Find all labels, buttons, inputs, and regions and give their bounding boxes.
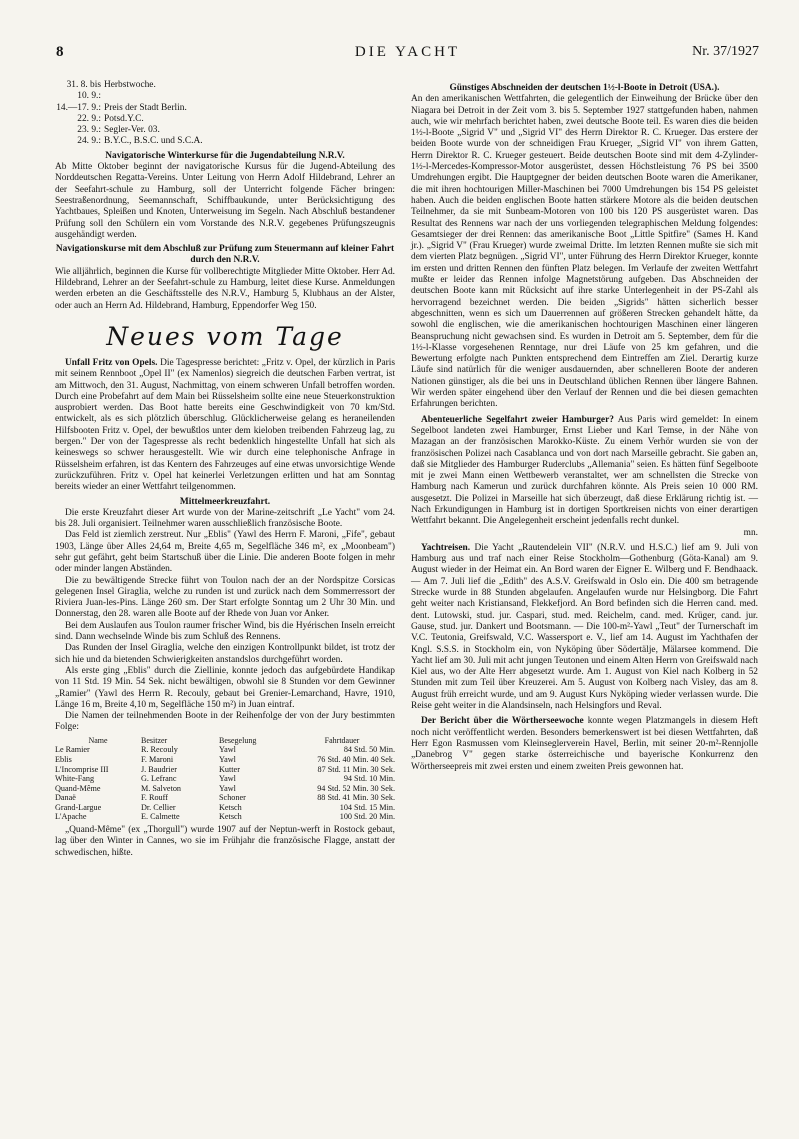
schedule-row	[55, 125, 395, 136]
boat-name: Quand-Même	[55, 783, 101, 793]
nav-exam-heading: Navigationskurse mit dem Abschluß zur Prüfung zum Steuermann auf kleiner Fahrt durch den N.R.V.	[55, 244, 395, 266]
boat-owner: F. Rouff	[141, 793, 168, 803]
opel-text: Die Tagespresse berichtet: „Fritz v. Opel, der kürzlich in Paris mit seinem Rennboot „Opel II" (ex Namenlos) siegreich die deutschen Farben vertrat, ist am Mittwoch, den 31. August, Nachmittag, von einem schweren Unfall betroffen worden. Durch eine Probefahrt auf dem Main bei Rüsselsheim sollte eine neue Steuerkonstruktion ausprobiert werden. Das Boot hatte bereits eine Geschwindigkeit von 70 km/Std. entwickelt, als es sich plötzlich überschlug. Glücklicherweise gelang es heraneilenden Hilfsbooten Fritz v. Opel, der bewußtlos unter dem kieloben treibenden Fahrzeug lag, zu bergen." Der von der Tagespresse als recht bedenklich hingestellte Unfall hat sich als keineswegs so schwer herausgestellt. Wie wir durch eine telephonische Anfrage in Rüsselsheim erfahren, ist das Kentern des Fahrzeuges auf eine etwas unvorsichtige Wende zurückzuführen. Fritz v. Opel hat keinerlei Verletzungen erlitten und hat am Sonntag bereits wieder an einer Wettfahrt teilgenommen.	[55, 357, 396, 493]
boat-time: 84 Std. 50 Min.	[343, 745, 395, 755]
table-row	[55, 755, 395, 765]
schedule-date: 14.—17. 9.:	[56, 102, 101, 113]
nav-exam-text: Wie alljährlich, beginnen die Kurse für vollberechtigte Mitglieder Mitte Oktober. Herr Ad. Hildebrand, Lehrer an der Seefahrt-schule zu Hamburg, leitet diese Kurse. Anmeldungen werden erbeten an die Geschäftsstelle des N.R.V., Hamburg 5, Klubhaus an der Alster, oder auch an Herrn Ad. Hildebrand, Hamburg, Eppendorfer Weg 150.	[55, 266, 395, 311]
table-row	[55, 812, 395, 822]
abent-article	[411, 415, 758, 528]
yacht-article	[411, 543, 758, 712]
med-paragraph: „Quand-Même" (ex „Thorgull") wurde 1907 auf der Neptun-werft in Rostock gebaut, lag über den Winter in Cannes, wo sie im Frühjahr die französische Flagge, anstatt der schwedischen, hißte.	[55, 825, 395, 858]
detroit-heading: Günstiges Abschneiden der deutschen 1½-l-Boote in Detroit (USA.).	[449, 83, 720, 93]
opel-heading: Unfall Fritz von Opels.	[65, 357, 158, 368]
boat-time: 104 Std. 15 Min.	[339, 802, 395, 812]
results-table	[55, 736, 395, 822]
abent-heading: Abenteuerliche Segelfahrt zweier Hamburger?	[421, 414, 614, 425]
column-header: Fahrtdauer	[324, 735, 360, 745]
yacht-text: Die Yacht „Rautendelein VII" (N.R.V. und H.S.C.) lief am 9. Juli von Hamburg aus und traf nach einer Reise Stockholm—Gothenburg (Göta-Kanal) am 9. August wieder in der Heimat ein. An Bord waren der Eigner E. Wilberg und F. Bendhaack. — Am 7. Juli lief die „Edith" des A.S.V. Greifswald in Oslo ein. Die 400 sm betragende Strecke wurde in 88 Stunden abgelaufen. Angelaufen wurde nur Helsingborg. Die Fahrt geht weiter nach Kristiansand, Flekkefjord. An Bord befinden sich die Herren cand. med. dent. Lutowski, stud. jur. Caspari, stud. med. Reichelm, cand. med. Krüger, cand. jur. Gause, stud. jur. Dankert und Bootsmann. — Die 100-m²-Yawl „Teut" der Turnerschaft im V.C. Teutonia, Greifswald, V.C. Wassersport e. V., lief am 14. August im Yachthafen der Kngl. S.S.S. in Stockholm ein, von Nyköping über Södertälje, Mälarsee kommend. Die Yacht lief am 30. Juli mit acht jungen Teutonen und einem Alten Herrn von Greifswald nach Kiel aus, wo der Alte Herr abgesetzt wurde. Am 1. August von Kiel nach Kolberg in 52 Stunden mit zum Teil über Kreuzerei. Am 5. August von Kolberg nach Visley, das am 8. August früh erreicht wurde, und am 9. August Kurs Nyköping wieder verlassen wurde. Die Reise geht weiter in die Alandsinseln, nach Helsingfors und Reval.	[411, 542, 758, 712]
worth-article	[411, 716, 758, 772]
schedule-date: 31. 8. bis 10. 9.:	[66, 80, 101, 102]
schedule-event: Herbstwoche.	[104, 80, 156, 90]
column-header: Besegelung	[219, 735, 257, 745]
abent-text: Aus Paris wird gemeldet: In einem Segelboot landeten zwei Hamburger, Ernst Lieber und Karl Temse, in der Nähe von Mazagan an der französischen Marokko-Küste. Zu einem Verhör wurden sie von der französischen Polizei nach Casablanca und von dort nach Marseille gebracht. Sie gaben an, daß sie Mitglieder des Hamburger Ruderclubs „Allemania" seien. Es hätten fünf Segelboote mit je zwei Mann einen Wettbewerb veranstaltet, wer am schnellsten die Strecke von Hamburg nach Kamerun und zurück durchfahren könnte. Als Preis seien 10 000 RM. ausgesetzt. Die Polizei in Marseille hat sich überzeugt, daß diese Erklärung richtig ist. — Nach Erkundigungen in Hamburg ist in dortigen Sportkreisen nichts von einer derartigen Wettfahrt bekannt. Die Angelegenheit erscheint jedenfalls recht dunkel.	[411, 414, 758, 527]
boat-time: 100 Std. 20 Min.	[339, 812, 395, 822]
boat-owner: E. Calmette	[141, 812, 180, 822]
schedule-event: Segler-Ver. 03.	[104, 125, 160, 136]
schedule-event: Potsd.Y.C.	[104, 113, 144, 124]
med-heading: Mittelmeerkreuzfahrt.	[179, 496, 271, 507]
opel-article	[55, 358, 395, 494]
med-paragraph: Bei dem Auslaufen aus Toulon raumer frischer Wind, bis die Hyérischen Inseln erreicht sind. Dann wechselnde Winde bis zum Schluß des Rennens.	[55, 620, 395, 643]
worth-heading: Der Bericht über die Wörtherseewoche	[421, 716, 584, 727]
section-title: Neues vom Tage	[106, 321, 344, 351]
table-row	[55, 803, 395, 813]
boat-name: L'Apache	[55, 812, 87, 822]
table-row	[55, 745, 395, 755]
nav-courses-text: Ab Mitte Oktober beginnt der navigatorische Kursus für die Jugend-Abteilung des Norddeutschen Regatta-Vereins. Unter Leitung von Herrn Adolf Hildebrand, Lehrer an der Seefahrt-schule zu Hamburg, soll der Unterricht folgende Fächer bringen: Seestraßenordnung, Seemannschaft, Schiffbaukunde, unter Berücksichtigung des Yachtbaues, Spleißen und Knoten, Unterweisung im Segeln. Nach Abschluß bestandener Prüfung soll den Schülern ein vom Vorstande des N.R.V. gegebenes Prüfungszeugnis ausgehändigt werden.	[55, 162, 395, 240]
table-row	[55, 774, 395, 784]
schedule-row	[55, 80, 395, 103]
page-header	[56, 44, 759, 64]
table-row	[55, 765, 395, 775]
schedule-date: 24. 9.:	[77, 136, 101, 147]
boat-time: 94 Std. 52 Min. 30 Sek.	[317, 783, 395, 793]
worth-text: konnte wegen Platzmangels in diesem Heft noch nicht veröffentlicht werden. Besonders bemerkenswert ist bei diesen Wettfahrten, daß Herr Egon Rasmussen vom Kleinseglerverein Havel, Berlin, mit seiner 20-m²-Rennjolle „Danebrog V" gegen starke österreichische und bayerische Konkurrenz den Wörtherseepreis mit zwei ersten und einem zweiten Preis gewonnen hat.	[411, 716, 758, 772]
schedule-event: Preis der Stadt Berlin.	[104, 102, 187, 113]
boat-time: 76 Std. 40 Min. 40 Sek.	[317, 754, 395, 764]
schedule-date: 23. 9.:	[77, 125, 101, 136]
boat-name: L'Incomprise III	[55, 764, 109, 774]
med-paragraph: Das Feld ist ziemlich zerstreut. Nur „Eblis" (Yawl des Herrn F. Maroni, „Fife", gebaut 1903, Länge über Alles 24,64 m, Breite 4,65 m, Segelfläche 346 m², ex „Moonbeam") sehr gut gefährt, geht beim Startschuß über die Linie. Die anderen Boote folgen in mehr oder minder langen Abständen.	[55, 530, 395, 575]
table-row	[55, 784, 395, 794]
column-header: Name	[88, 735, 108, 745]
boat-owner: F. Maroni	[141, 754, 174, 764]
med-paragraph: Als erste ging „Eblis" durch die Ziellinie, konnte jedoch das aufgebürdete Handikap von 11 Std. 19 Min. 54 Sek. nicht bewältigen, obwohl sie 8 Stunden vor dem Gewinner „Ramier" (Yawl des Herrn R. Recouly, gebaut bei Grenier-Lemarchand, Havre, 1910, Länge 16 m, Breite 4,10 m, Segelfläche 150 m²) in Juan eintraf.	[55, 665, 395, 710]
nav-courses-heading: Navigatorische Winterkurse für die Jugendabteilung N.R.V.	[105, 150, 345, 161]
boat-owner: J. Baudrier	[141, 764, 177, 774]
page-number: 8	[56, 44, 64, 60]
table-row	[55, 793, 395, 803]
boat-time: 94 Std. 10 Min.	[343, 774, 395, 784]
column-header: Besitzer	[141, 735, 168, 745]
boat-rig: Yawl	[219, 774, 236, 784]
boat-name: Le Ramier	[55, 745, 90, 755]
regatta-schedule	[55, 80, 395, 148]
detroit-text: An den amerikanischen Wettfahrten, die gelegentlich der Einweihung der Brücke über den Niagara bei Detroit in der Zeit vom 3. bis 5. September 1927 stattgefunden haben, nahmen auch, wie wir mehrfach berichtet haben, zwei deutsche Boote teil. Es waren dies die beiden 1½-l-Boote „Sigrid V" und „Sigrid VI" des Herrn Direktor R. C. Krueger. Das erstere der beiden Boote wurde von der schneidigen Frau Krueger, „Sigrid VI" von ihrem Gatten, Herrn Direktor R. C. Krueger gesteuert. Beide deutschen Boote sind mit dem 4-Zylinder-1½-l-Mercedes-Kompressor-Motor ausgerüstet, dessen Höchstleistung 76 PS bei 3500 Umdrehungen ergibt. Die Hauptgegner der beiden deutschen Boote waren die Amerikaner, die mit ihren hochtourigen Miller-Maschinen bei 7000 Umdrehungen bis 154 PS geleistet haben. Auch die beiden englischen Boote hatten stärkere Motore als die beiden deutschen Teilnehmer, da sie mit Sunbeam-Motoren von 100 bis 120 PS ausgerüstet waren. Das Resultat des Rennens war nach der uns vorliegenden telegraphischen Meldung folgendes: Gesamtsieger der drei Rennen: das amerikanische Boot „Little Spitfire" (Sames H. Kand jr.). „Sigrid V" (Frau Krueger) wurde zweimal Dritte. Im letzten Rennen mußte sie sich mit dem vierten Platz begnügen. „Sigrid VI", unter Führung des Herrn Direktor Krueger, konnte im ersten und dritten Rennen den fünften Platz belegen. Im Verlaufe der zweiten Wettfahrt mußte er leider das Rennen infolge Magnetstörung aufgeben. Das Abschneiden der deutschen Boote kann mit Rücksicht auf ihre starke Unterlegenheit in der PS-Zahl als hervorragend bezeichnet werden. Die beiden „Sigrids" hätten sicherlich besser abgeschnitten, wenn es sich um Dauerrennen auf größeren Strecken gehandelt hätte, da sowohl die englischen, wie die amerikanischen hochtourigen Maschinen einer längeren Beanspruchung nicht gewachsen sind. Es wurden in Detroit am 5. September, dem für die 1½-l-Klasse vorgesehenen Renntage, nur drei Läufe von 25 km gefahren, und die Bewertung erfolgte nach Punkten entsprechend dem Eintreffen am Ziel. Derartig kurze Läufe sind natürlich für die weniger ausdauernden, aber schnelleren Boote der anderen Nationen günstiger, als die bei uns in Deutschland üblichen Rennen über längere Bahnen. Wir werden später eingehend über den Verlauf der Rennen und die bei diesen gemachten Erfahrungen berichten.	[411, 94, 758, 410]
med-paragraph: Die Namen der teilnehmenden Boote in der Reihenfolge der von der Jury bestimmten Folge:	[55, 711, 395, 733]
boat-rig: Kutter	[219, 764, 240, 774]
schedule-row	[55, 114, 395, 125]
boat-owner: G. Lefranc	[141, 774, 177, 784]
boat-owner: R. Recouly	[141, 745, 178, 755]
author-signature: mn.	[743, 527, 758, 538]
boat-time: 87 Std. 11 Min. 30 Sek.	[317, 764, 395, 774]
boat-rig: Yawl	[219, 754, 236, 764]
boat-time: 88 Std. 41 Min. 30 Sek.	[317, 793, 395, 803]
yacht-heading: Yachtreisen.	[421, 542, 471, 553]
table-header-row	[55, 736, 395, 746]
med-paragraph: Die erste Kreuzfahrt dieser Art wurde von der Marine-zeitschrift „Le Yacht" vom 24. bis 28. Juli organisiert. Teilnehmer waren ausschließlich französische Boote.	[55, 507, 395, 530]
left-column	[55, 80, 395, 859]
schedule-row	[55, 136, 395, 147]
boat-name: Grand-Largue	[55, 802, 102, 812]
med-paragraph: Die zu bewältigende Strecke führt von Toulon nach der an der Nordspitze Corsicas gelegenen Insel Giraglia, welche zu runden ist und zurück nach dem Sommerressort der Riviera Juan-les-Pins. Länge 260 sm. Der Start erfolgte Sonntag um 2 Uhr 30 Min. und Donnerstag, den 28. waren alle Boote auf der Rhede von Juan vor Anker.	[55, 575, 395, 620]
boat-owner: M. Salveton	[141, 783, 182, 793]
boat-rig: Schoner	[219, 793, 246, 803]
boat-rig: Yawl	[219, 783, 236, 793]
schedule-date: 22. 9.:	[77, 113, 101, 124]
right-column	[411, 80, 758, 773]
boat-name: White-Fang	[55, 774, 95, 784]
boat-name: Eblis	[55, 754, 72, 764]
journal-title: DIE YACHT	[354, 44, 461, 60]
schedule-row	[55, 103, 395, 114]
med-paragraph: Das Runden der Insel Giraglia, welche den einzigen Kontrollpunkt bildet, ist trotz der sich hie und da bietenden Schwierigkeiten anstandslos durchgeführt worden.	[55, 643, 395, 665]
schedule-event: B.Y.C., B.S.C. und S.C.A.	[104, 136, 203, 147]
boat-rig: Ketsch	[219, 802, 242, 812]
boat-rig: Yawl	[219, 745, 236, 755]
boat-owner: Dr. Cellier	[141, 802, 176, 812]
boat-name: Danaë	[55, 793, 76, 803]
boat-rig: Ketsch	[219, 812, 242, 822]
issue-number: Nr. 37/1927	[692, 44, 759, 59]
